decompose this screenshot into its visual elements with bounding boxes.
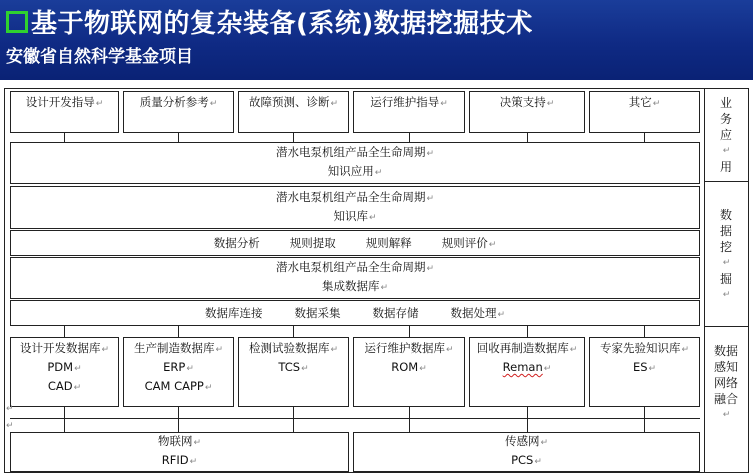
database-sub: Reman — [502, 360, 543, 374]
mining-op: 规则解释 — [365, 236, 412, 250]
database-box-expert-knowledge — [589, 337, 700, 407]
paragraph-mark: ↵ — [546, 99, 555, 109]
knowledge-base-line2: 知识库 — [333, 208, 368, 223]
db-op: 数据存储 — [372, 306, 419, 320]
paragraph-mark: ↵ — [193, 438, 202, 448]
connector-line — [293, 326, 294, 337]
network-name: 传感网 — [504, 434, 540, 448]
page-subtitle: 安徽省自然科学基金项目 — [6, 47, 193, 67]
side-char: 挖 — [719, 240, 732, 254]
app-label: 决策支持 — [499, 95, 546, 109]
side-column-divider — [704, 88, 705, 473]
knowledge-application-box — [10, 142, 700, 184]
side-char: 应 — [719, 128, 732, 142]
connector-line — [178, 407, 179, 432]
db-op: 数据库连接 — [204, 306, 263, 320]
paragraph-mark: ↵ — [534, 457, 542, 467]
db-ops — [10, 305, 700, 321]
app-label: 运行维护指导 — [370, 95, 440, 109]
app-label: 质量分析参考 — [139, 95, 209, 109]
paragraph-mark: ↵ — [722, 290, 731, 300]
database-sub: PDM — [47, 360, 74, 374]
page-title: 基于物联网的复杂装备(系统)数据挖掘技术 — [31, 9, 533, 39]
database-name: 运行维护数据库 — [364, 341, 445, 355]
paragraph-mark: ↵ — [6, 404, 14, 414]
connector-line — [527, 326, 528, 337]
integrated-db-line1: 潜水电泵机组产品全生命周期 — [275, 260, 426, 274]
side-char: 掘 — [719, 272, 732, 286]
integrated-db-line2: 集成数据库 — [321, 279, 380, 293]
knowledge-base-box — [10, 186, 700, 229]
paragraph-mark: ↵ — [209, 99, 218, 109]
app-box-fault-diagnosis — [238, 91, 349, 133]
database-name: 生产制造数据库 — [133, 341, 215, 355]
mining-op: 数据分析 — [213, 236, 260, 250]
paragraph-mark: ↵ — [445, 345, 454, 355]
connector-line — [293, 133, 294, 142]
paragraph-mark: ↵ — [374, 168, 383, 178]
paragraph-mark: ↵ — [101, 345, 110, 355]
paragraph-mark: ↵ — [440, 99, 448, 109]
paragraph-mark: ↵ — [681, 345, 690, 355]
paragraph-mark: ↵ — [189, 457, 198, 467]
connector-line — [409, 326, 410, 337]
connector-line — [644, 133, 645, 142]
integrated-database-box — [10, 257, 700, 299]
app-box-decision-support — [469, 91, 585, 133]
side-char: 用 — [719, 160, 732, 174]
paragraph-mark: ↵ — [426, 193, 435, 204]
connector-line — [527, 407, 528, 432]
paragraph-mark: ↵ — [497, 310, 506, 320]
database-box-maintenance — [353, 337, 465, 407]
mining-ops — [10, 235, 700, 251]
connector-line — [527, 133, 528, 142]
paragraph-mark: ↵ — [380, 283, 389, 293]
side-separator — [704, 181, 749, 182]
knowledge-application-line1: 潜水电泵机组产品全生命周期 — [275, 145, 426, 159]
app-label: 其它 — [628, 95, 652, 109]
paragraph-mark: ↵ — [488, 240, 497, 250]
connector-line — [178, 133, 179, 142]
paragraph-mark: ↵ — [652, 99, 661, 109]
paragraph-mark: ↵ — [204, 383, 213, 393]
paragraph-mark: ↵ — [722, 410, 731, 420]
paragraph-mark: ↵ — [73, 383, 82, 393]
app-box-other — [589, 91, 700, 133]
paragraph-mark: ↵ — [569, 345, 578, 355]
paragraph-mark: ↵ — [540, 438, 549, 448]
connector-line — [64, 407, 65, 432]
database-sub: ES — [632, 360, 648, 374]
connector-line — [64, 326, 65, 337]
app-box-operation-guidance — [353, 91, 465, 133]
mining-op: 规则评价 — [441, 236, 488, 250]
network-box-sensor — [353, 432, 700, 472]
paragraph-mark: ↵ — [74, 364, 82, 374]
database-box-manufacturing — [123, 337, 234, 407]
database-name: 设计开发数据库 — [19, 341, 101, 355]
paragraph-mark: ↵ — [722, 146, 731, 156]
connector-line — [409, 407, 410, 432]
side-char: 务 — [719, 112, 732, 126]
database-sub: TCS — [278, 360, 301, 374]
paragraph-mark: ↵ — [95, 99, 104, 109]
paragraph-mark: ↵ — [368, 212, 377, 223]
app-box-quality-analysis — [123, 91, 234, 133]
paragraph-mark: ↵ — [186, 364, 194, 374]
database-sub: CAM CAPP — [144, 379, 204, 393]
side-char: 网络 — [713, 376, 738, 390]
side-char: 业 — [719, 96, 732, 110]
connector-line — [178, 326, 179, 337]
database-name: 回收再制造数据库 — [476, 341, 569, 355]
side-char: 据 — [719, 224, 732, 238]
db-op: 数据采集 — [294, 306, 341, 320]
side-char: 数据 — [713, 344, 738, 358]
paragraph-mark: ↵ — [648, 364, 657, 374]
database-name: 专家先验知识库 — [599, 341, 681, 355]
connector-line — [409, 133, 410, 142]
network-sub: PCS — [511, 453, 534, 467]
database-box-design — [10, 337, 119, 407]
database-box-remanufacturing — [469, 337, 585, 407]
connector-line — [293, 407, 294, 432]
side-label-business-application — [706, 92, 746, 178]
network-name: 物联网 — [157, 434, 193, 448]
paragraph-mark: ↵ — [543, 364, 552, 374]
paragraph-mark: ↵ — [301, 364, 309, 374]
paragraph-mark: ↵ — [426, 149, 435, 159]
app-box-design-guidance — [10, 91, 119, 133]
paragraph-mark: ↵ — [330, 99, 339, 109]
side-char: 数 — [719, 208, 732, 222]
square-bullet-icon — [6, 11, 28, 33]
connector-line — [64, 133, 65, 142]
paragraph-mark: ↵ — [215, 345, 224, 355]
paragraph-mark: ↵ — [426, 264, 435, 274]
knowledge-base-line1: 潜水电泵机组产品全生命周期 — [275, 189, 426, 204]
mining-op: 规则提取 — [289, 236, 336, 250]
connector-line — [644, 407, 645, 432]
side-char: 融合 — [713, 392, 738, 406]
paragraph-mark: ↵ — [722, 258, 731, 268]
app-label: 设计开发指导 — [25, 95, 95, 109]
side-char: 感知 — [713, 360, 738, 374]
db-op: 数据处理 — [450, 306, 497, 320]
database-box-testing — [238, 337, 349, 407]
network-box-iot — [10, 432, 349, 472]
database-sub: ROM — [391, 360, 419, 374]
knowledge-application-line2: 知识应用 — [327, 164, 374, 178]
side-separator — [704, 326, 749, 327]
database-name: 检测试验数据库 — [248, 341, 330, 355]
paragraph-mark: ↵ — [419, 364, 427, 374]
connector-line — [644, 326, 645, 337]
header-banner — [0, 0, 753, 80]
database-sub: ERP — [163, 360, 186, 374]
connector-bus — [10, 418, 700, 419]
paragraph-mark: ↵ — [330, 345, 339, 355]
network-sub: RFID — [161, 453, 189, 467]
side-label-data-mining — [706, 190, 746, 320]
paragraph-mark: ↵ — [6, 421, 14, 431]
side-label-data-fusion — [706, 342, 746, 424]
database-sub: CAD — [47, 379, 73, 393]
app-label: 故障预测、诊断 — [248, 95, 330, 109]
